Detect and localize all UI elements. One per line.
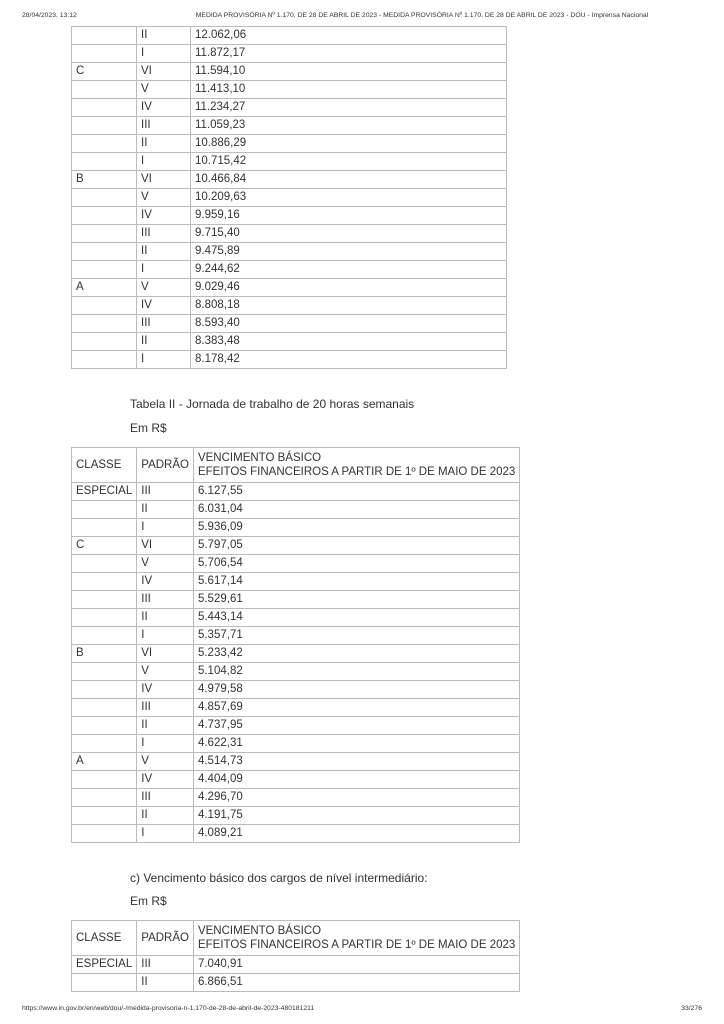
vencimento-cell: 4.404,09 xyxy=(193,771,519,789)
table-row xyxy=(72,279,507,297)
table-row xyxy=(72,333,507,351)
section-heading: c) Vencimento básico dos cargos de nível intermediário: xyxy=(130,871,428,885)
classe-cell xyxy=(72,27,137,45)
vencimento-cell: 10.886,29 xyxy=(191,135,507,153)
salary-table-intermediario xyxy=(71,920,520,992)
padrao-cell: III xyxy=(137,117,191,135)
classe-cell xyxy=(72,117,137,135)
classe-cell xyxy=(72,663,137,681)
print-title: MEDIDA PROVISÓRIA Nº 1.170, DE 28 DE ABRIL DE 2023 - MEDIDA PROVISÓRIA Nº 1.170, DE 28 DE ABRIL DE 2023 - DOU - Imprensa Nacional xyxy=(195,12,649,19)
classe-cell xyxy=(72,555,137,573)
classe-cell xyxy=(72,519,137,537)
table-row xyxy=(72,225,507,243)
padrao-cell: III xyxy=(137,315,191,333)
table-row xyxy=(72,315,507,333)
classe-cell xyxy=(72,45,137,63)
padrao-cell: IV xyxy=(137,573,194,591)
padrao-cell: III xyxy=(137,225,191,243)
table-row xyxy=(72,717,520,735)
table-row xyxy=(72,45,507,63)
vencimento-cell: 4.737,95 xyxy=(193,717,519,735)
table-row xyxy=(72,261,507,279)
table-row xyxy=(72,63,507,81)
table-header-row xyxy=(72,448,520,483)
table-row xyxy=(72,99,507,117)
vencimento-cell: 8.178,42 xyxy=(191,351,507,369)
padrao-cell: V xyxy=(137,189,191,207)
classe-cell xyxy=(72,297,137,315)
classe-cell xyxy=(72,627,137,645)
currency-unit: Em R$ xyxy=(130,894,167,908)
classe-cell xyxy=(72,135,137,153)
table-row xyxy=(72,501,520,519)
vencimento-cell: 6.031,04 xyxy=(193,501,519,519)
padrao-cell: II xyxy=(137,717,194,735)
classe-cell xyxy=(72,807,137,825)
table-row xyxy=(72,591,520,609)
vencimento-cell: 11.594,10 xyxy=(191,63,507,81)
vencimento-cell: 9.029,46 xyxy=(191,279,507,297)
table-row xyxy=(72,297,507,315)
padrao-cell: V xyxy=(137,555,194,573)
padrao-cell: IV xyxy=(137,681,194,699)
column-header-vencimento-line2: EFEITOS FINANCEIROS A PARTIR DE 1º DE MAIO DE 2023 xyxy=(197,939,516,951)
classe-cell: ESPECIAL xyxy=(72,956,137,974)
table-row xyxy=(72,171,507,189)
table-row xyxy=(72,483,520,501)
vencimento-cell: 8.593,40 xyxy=(191,315,507,333)
table-row xyxy=(72,573,520,591)
table-header-row xyxy=(72,921,520,956)
print-date: 28/04/2023, 13:12 xyxy=(22,12,77,19)
classe-cell xyxy=(72,699,137,717)
vencimento-cell: 8.383,48 xyxy=(191,333,507,351)
table-row xyxy=(72,519,520,537)
table-row xyxy=(72,207,507,225)
padrao-cell: V xyxy=(137,279,191,297)
padrao-cell: I xyxy=(137,519,194,537)
salary-table-20h xyxy=(71,447,520,843)
table-row xyxy=(72,243,507,261)
padrao-cell: I xyxy=(137,735,194,753)
classe-cell xyxy=(72,351,137,369)
classe-cell xyxy=(72,609,137,627)
table-row xyxy=(72,807,520,825)
column-header-vencimento xyxy=(193,448,519,483)
column-header-vencimento xyxy=(193,921,519,956)
table-body xyxy=(72,956,520,992)
classe-cell: B xyxy=(72,645,137,663)
page-number: 33/276 xyxy=(681,1005,702,1012)
classe-cell xyxy=(72,261,137,279)
table-row xyxy=(72,681,520,699)
table-caption: Tabela II - Jornada de trabalho de 20 horas semanais xyxy=(130,397,415,411)
classe-cell xyxy=(72,717,137,735)
vencimento-cell: 5.529,61 xyxy=(193,591,519,609)
padrao-cell: II xyxy=(137,243,191,261)
classe-cell xyxy=(72,573,137,591)
vencimento-cell: 11.059,23 xyxy=(191,117,507,135)
column-header-classe: CLASSE xyxy=(72,448,137,483)
classe-cell: A xyxy=(72,753,137,771)
vencimento-cell: 4.979,58 xyxy=(193,681,519,699)
table-row xyxy=(72,735,520,753)
vencimento-cell: 10.466,84 xyxy=(191,171,507,189)
vencimento-cell: 5.443,14 xyxy=(193,609,519,627)
table-row xyxy=(72,81,507,99)
page-url: https://www.in.gov.br/en/web/dou/-/medida-provisoria-n-1.170-de-28-de-abril-de-2023-480181211 xyxy=(22,1005,315,1012)
table-row xyxy=(72,645,520,663)
classe-cell xyxy=(72,771,137,789)
vencimento-cell: 5.706,54 xyxy=(193,555,519,573)
vencimento-cell: 11.413,10 xyxy=(191,81,507,99)
padrao-cell: V xyxy=(137,81,191,99)
table-body xyxy=(72,483,520,843)
padrao-cell: I xyxy=(137,627,194,645)
vencimento-cell: 4.089,21 xyxy=(193,825,519,843)
padrao-cell: VI xyxy=(137,63,191,81)
classe-cell xyxy=(72,315,137,333)
classe-cell xyxy=(72,189,137,207)
padrao-cell: V xyxy=(137,663,194,681)
table-row xyxy=(72,153,507,171)
vencimento-cell: 9.715,40 xyxy=(191,225,507,243)
classe-cell xyxy=(72,591,137,609)
vencimento-cell: 6.866,51 xyxy=(193,974,519,992)
padrao-cell: VI xyxy=(137,537,194,555)
vencimento-cell: 4.296,70 xyxy=(193,789,519,807)
table-row xyxy=(72,663,520,681)
vencimento-cell: 5.617,14 xyxy=(193,573,519,591)
classe-cell xyxy=(72,153,137,171)
classe-cell xyxy=(72,501,137,519)
classe-cell: C xyxy=(72,537,137,555)
table-row xyxy=(72,27,507,45)
table-row xyxy=(72,351,507,369)
classe-cell: ESPECIAL xyxy=(72,483,137,501)
classe-cell xyxy=(72,789,137,807)
padrao-cell: I xyxy=(137,825,194,843)
table-row xyxy=(72,135,507,153)
padrao-cell: I xyxy=(137,351,191,369)
vencimento-cell: 4.514,73 xyxy=(193,753,519,771)
classe-cell xyxy=(72,825,137,843)
table-row xyxy=(72,753,520,771)
table-row xyxy=(72,771,520,789)
vencimento-cell: 9.475,89 xyxy=(191,243,507,261)
padrao-cell: VI xyxy=(137,645,194,663)
padrao-cell: V xyxy=(137,753,194,771)
classe-cell: A xyxy=(72,279,137,297)
print-header xyxy=(0,12,724,24)
table-row xyxy=(72,974,520,992)
padrao-cell: III xyxy=(137,591,194,609)
vencimento-cell: 5.104,82 xyxy=(193,663,519,681)
padrao-cell: II xyxy=(137,609,194,627)
classe-cell xyxy=(72,207,137,225)
padrao-cell: I xyxy=(137,261,191,279)
table-row xyxy=(72,537,520,555)
padrao-cell: II xyxy=(137,974,194,992)
table-row xyxy=(72,555,520,573)
vencimento-cell: 10.209,63 xyxy=(191,189,507,207)
vencimento-cell: 9.244,62 xyxy=(191,261,507,279)
vencimento-cell: 11.872,17 xyxy=(191,45,507,63)
vencimento-cell: 8.808,18 xyxy=(191,297,507,315)
table-row xyxy=(72,627,520,645)
table-row xyxy=(72,189,507,207)
classe-cell: C xyxy=(72,63,137,81)
table-body xyxy=(72,27,507,369)
vencimento-cell: 4.857,69 xyxy=(193,699,519,717)
vencimento-cell: 7.040,91 xyxy=(193,956,519,974)
column-header-classe: CLASSE xyxy=(72,921,137,956)
table-row xyxy=(72,956,520,974)
padrao-cell: IV xyxy=(137,99,191,117)
salary-table-continued xyxy=(71,26,507,369)
vencimento-cell: 5.936,09 xyxy=(193,519,519,537)
padrao-cell: III xyxy=(137,789,194,807)
padrao-cell: II xyxy=(137,135,191,153)
vencimento-cell: 5.233,42 xyxy=(193,645,519,663)
column-header-vencimento-line1: VENCIMENTO BÁSICO xyxy=(197,925,322,937)
column-header-padrao: PADRÃO xyxy=(137,921,194,956)
padrao-cell: III xyxy=(137,699,194,717)
vencimento-cell: 4.622,31 xyxy=(193,735,519,753)
padrao-cell: I xyxy=(137,153,191,171)
padrao-cell: II xyxy=(137,27,191,45)
padrao-cell: II xyxy=(137,807,194,825)
padrao-cell: IV xyxy=(137,207,191,225)
classe-cell xyxy=(72,99,137,117)
padrao-cell: II xyxy=(137,501,194,519)
vencimento-cell: 12.062,06 xyxy=(191,27,507,45)
padrao-cell: VI xyxy=(137,171,191,189)
classe-cell xyxy=(72,681,137,699)
table-row xyxy=(72,825,520,843)
column-header-vencimento-line2: EFEITOS FINANCEIROS A PARTIR DE 1º DE MAIO DE 2023 xyxy=(197,466,516,478)
vencimento-cell: 4.191,75 xyxy=(193,807,519,825)
vencimento-cell: 5.357,71 xyxy=(193,627,519,645)
table-row xyxy=(72,609,520,627)
padrao-cell: IV xyxy=(137,771,194,789)
table-row xyxy=(72,789,520,807)
padrao-cell: IV xyxy=(137,297,191,315)
padrao-cell: III xyxy=(137,483,194,501)
padrao-cell: III xyxy=(137,956,194,974)
classe-cell xyxy=(72,243,137,261)
vencimento-cell: 11.234,27 xyxy=(191,99,507,117)
vencimento-cell: 6.127,55 xyxy=(193,483,519,501)
classe-cell xyxy=(72,333,137,351)
vencimento-cell: 5.797,05 xyxy=(193,537,519,555)
column-header-padrao: PADRÃO xyxy=(137,448,194,483)
classe-cell xyxy=(72,225,137,243)
classe-cell xyxy=(72,735,137,753)
classe-cell: B xyxy=(72,171,137,189)
padrao-cell: II xyxy=(137,333,191,351)
currency-unit: Em R$ xyxy=(130,421,167,435)
table-row xyxy=(72,699,520,717)
classe-cell xyxy=(72,81,137,99)
vencimento-cell: 9.959,16 xyxy=(191,207,507,225)
column-header-vencimento-line1: VENCIMENTO BÁSICO xyxy=(197,452,322,464)
table-row xyxy=(72,117,507,135)
vencimento-cell: 10.715,42 xyxy=(191,153,507,171)
padrao-cell: I xyxy=(137,45,191,63)
classe-cell xyxy=(72,974,137,992)
